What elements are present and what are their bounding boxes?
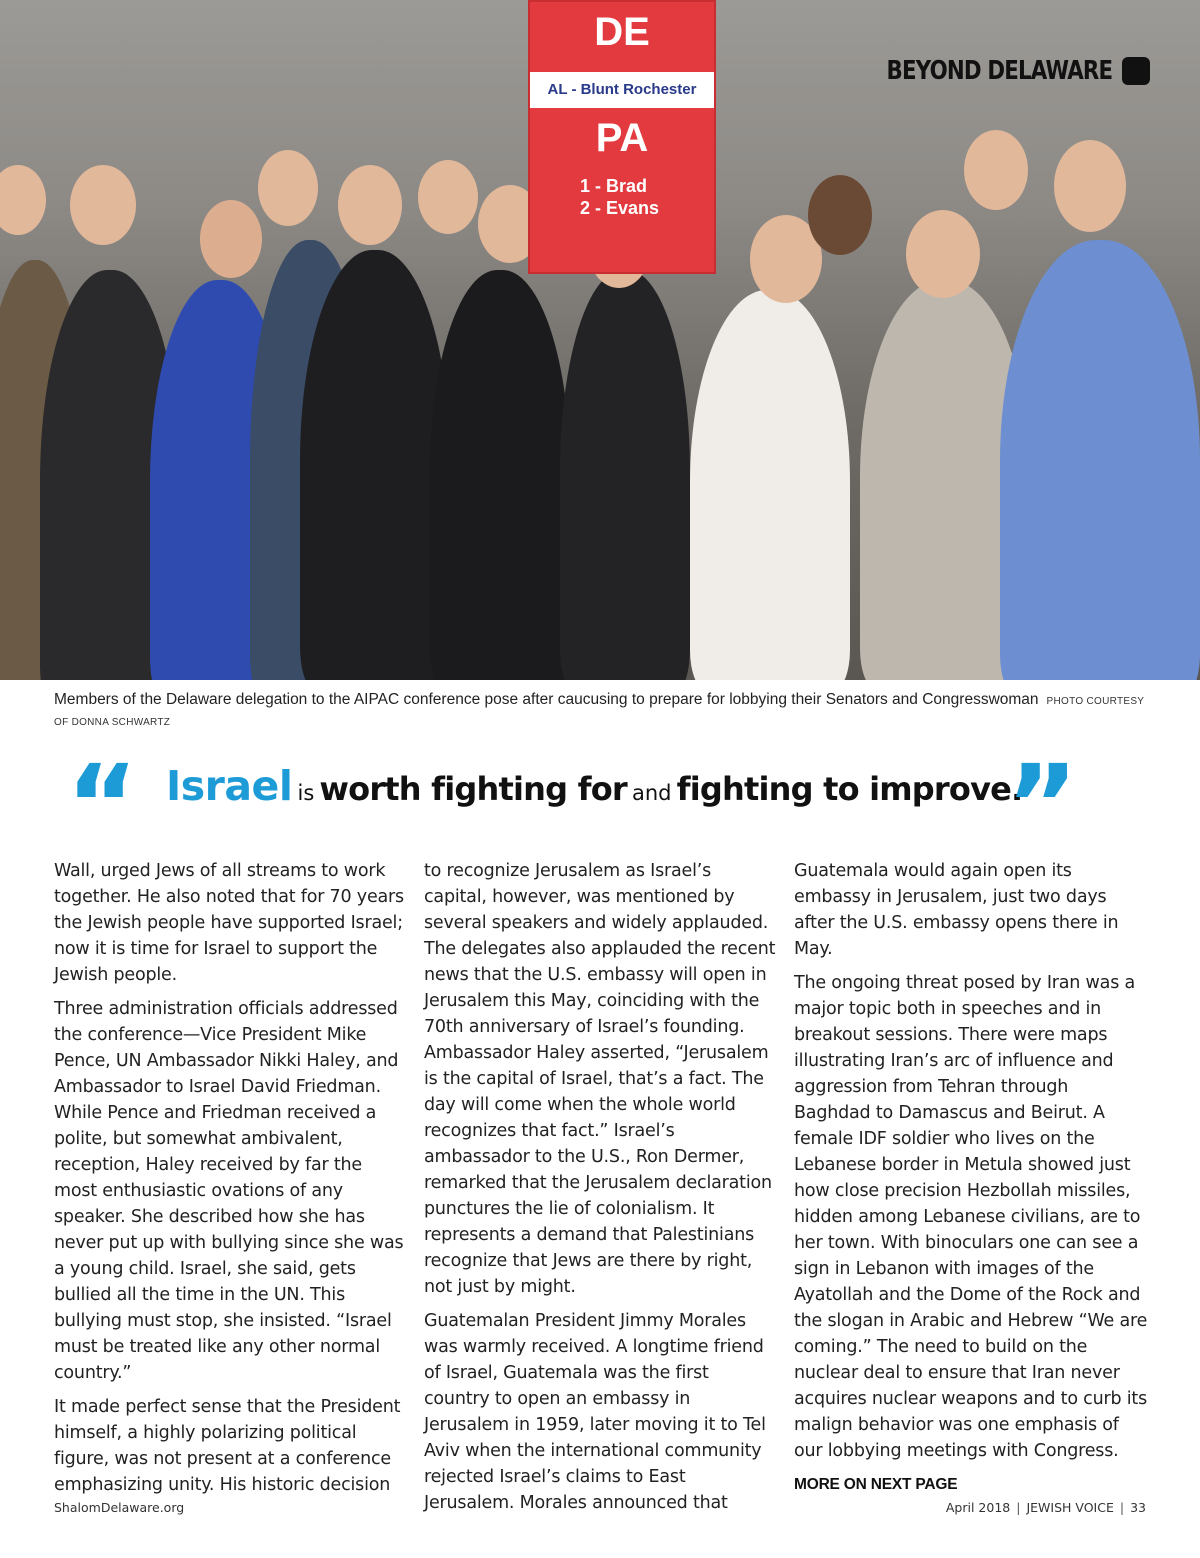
- paragraph: to recognize Jerusalem as Israel’s capital, however, was mentioned by several speakers and widely applauded. The delegates also applauded the recent news that the U.S. embassy will open in Jerusalem this May, coinciding with the 70th anniversary of Israel’s founding. Ambassador Haley asserted, “Jerusalem is the capital of Israel, that’s a fact. The day will come when the whole world recognizes that fact.” Israel’s ambassador to the U.S., Ron Dermer, remarked that the Jerusalem declaration punctures the lie of colonialism. It represents a demand that Palestinians recognize that Jews are there by right, not just by might.: [424, 861, 776, 1297]
- paragraph: The ongoing threat posed by Iran was a major topic both in speeches and in breakout sessions. There were maps illustrating Iran’s arc of influence and aggression from Tehran through Baghdad to Damascus and Beirut. A female IDF soldier who lives on the Lebanese border in Metula showed just how close precision Hezbollah missiles, hidden among Lebanese civilians, are to her town. With binoculars one can see a sign in Lebanon with images of the Ayatollah and the Dome of the Rock and the slogan in Arabic and Hebrew “We are coming.” The need to build on the nuclear deal to ensure that Iran never acquires nuclear weapons and to curb its malign behavior was one emphasis of our lobbying meetings with Congress.: [794, 973, 1148, 1461]
- continued-link[interactable]: MORE ON NEXT PAGE: [794, 1476, 958, 1493]
- footer-publication: JEWISH VOICE: [1026, 1500, 1114, 1515]
- page-number: 33: [1130, 1500, 1146, 1515]
- state-sign: [528, 0, 716, 274]
- paragraph: Guatemalan President Jimmy Morales was warmly received. A longtime friend of Israel, Guatemala was the first country to open an embassy in Jerusalem in 1959, later moving it to Tel Aviv when the international community rejected Israel’s claims to East Jerusalem. Morales announced that: [424, 1311, 766, 1513]
- quote-part-1: worth fighting for: [319, 770, 627, 808]
- quote-is: is: [297, 781, 315, 805]
- footer-date: April 2018: [945, 1500, 1011, 1515]
- sign-line-2: 2 - Evans: [580, 198, 660, 218]
- close-quote-mark: ”: [1006, 741, 1079, 869]
- section-label: BEYOND DELAWARE: [886, 56, 1112, 86]
- footer-folio: [946, 1500, 1146, 1515]
- paragraph: It made perfect sense that the President himself, a highly polarizing political figure, was not present at a conference emphasizing unity. His historic decision: [54, 1397, 401, 1495]
- quote-and: and: [631, 781, 672, 805]
- footer-separator: |: [1016, 1500, 1021, 1515]
- article-column-2: [424, 858, 778, 1524]
- quote-part-2: fighting to improve.: [676, 770, 1023, 808]
- photo-credit: PHOTO COURTESY OF DONNA SCHWARTZ: [54, 696, 1145, 728]
- sign-state-de: DE: [594, 10, 650, 54]
- sign-state-pa: PA: [595, 116, 649, 160]
- article-column-3: [794, 858, 1148, 1498]
- sign-line-1: 1 - Brad: [580, 176, 648, 196]
- footer-separator: |: [1119, 1500, 1125, 1515]
- open-quote-mark: “: [66, 741, 139, 869]
- section-tag: [837, 56, 1150, 86]
- article-column-1: [54, 858, 408, 1506]
- section-square-icon: [1122, 57, 1150, 85]
- quote-israel: Israel: [166, 762, 293, 810]
- photo-caption: [54, 690, 1154, 732]
- pull-quote-text: [166, 762, 1022, 810]
- sign-band: AL - Blunt Rochester: [530, 72, 714, 108]
- paragraph: Wall, urged Jews of all streams to work together. He also noted that for 70 years the Jewish people have supported Israel; now it is time for Israel to support the Jewish people.: [54, 861, 404, 985]
- pull-quote: [66, 741, 1146, 869]
- delegation-photo: [0, 0, 1200, 680]
- caption-text: Members of the Delaware delegation to the AIPAC conference pose after caucusing to prepare for lobbying their Senators and Congresswoman: [54, 691, 1039, 708]
- paragraph: Three administration officials addressed the conference—Vice President Mike Pence, UN Ambassador Nikki Haley, and Ambassador to Israel David Friedman. While Pence and Friedman received a polite, but somewhat ambivalent, reception, Haley received by far the most enthusiastic ovations of any speaker. She described how she has never put up with bullying since she was a young child. Israel, she said, gets bullied all the time in the UN. This bullying must stop, she insisted. “Israel must be treated like any other normal country.”: [54, 999, 404, 1383]
- paragraph: Guatemala would again open its embassy in Jerusalem, just two days after the U.S. embassy opens there in May.: [794, 861, 1119, 959]
- footer-website[interactable]: ShalomDelaware.org: [54, 1500, 185, 1515]
